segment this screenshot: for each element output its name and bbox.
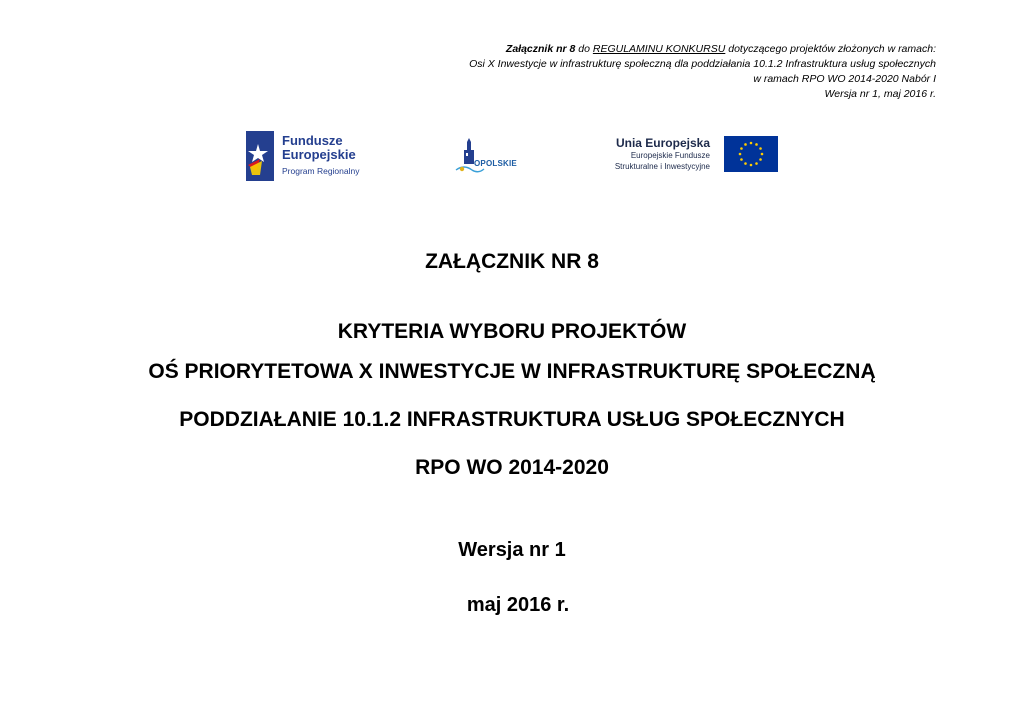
header-line-1	[469, 42, 936, 57]
logo-bar	[0, 124, 1024, 188]
header-line-3: w ramach RPO WO 2014-2020 Nabór I	[753, 73, 936, 85]
eu-star	[740, 158, 743, 161]
eu-star	[750, 142, 753, 145]
criteria-title: KRYTERIA WYBORU PROJEKTÓW	[337, 320, 687, 343]
header-line-1-rest: dotyczącego projektów złożonych w ramach:	[725, 43, 936, 55]
eu-star	[739, 153, 742, 156]
fe-mark-icon	[246, 131, 274, 181]
eu-star	[761, 153, 764, 156]
unia-europejska-logo	[598, 136, 778, 176]
eu-star	[750, 164, 753, 167]
regulation-ref: REGULAMINU KONKURSU	[592, 43, 726, 55]
programme-title: RPO WO 2014-2020	[415, 456, 609, 479]
eu-star	[755, 143, 758, 146]
fe-line-1: Fundusze	[282, 133, 343, 148]
priority-axis-title: OŚ PRIORYTETOWA X INWESTYCJE W INFRASTRUKTURĘ SPOŁECZNĄ	[148, 360, 876, 383]
eu-star	[755, 162, 758, 165]
header-line-4: Wersja nr 1, maj 2016 r.	[824, 88, 936, 100]
date-label: maj 2016 r.	[466, 594, 570, 616]
subaction-title: PODDZIAŁANIE 10.1.2 INFRASTRUKTURA USŁUG SPOŁECZNYCH	[179, 408, 845, 431]
annex-ref: Załącznik nr 8	[505, 43, 576, 55]
opolskie-logo	[452, 136, 542, 180]
eu-flag-icon	[724, 136, 778, 172]
eu-star	[759, 147, 762, 150]
version-label: Wersja nr 1	[458, 539, 566, 561]
annex-title: ZAŁĄCZNIK NR 8	[425, 250, 599, 273]
fe-line-3: Program Regionalny	[282, 166, 360, 176]
header-note	[469, 42, 936, 102]
opolskie-label: OPOLSKIE	[474, 159, 517, 168]
header-line-1-mid: do	[575, 43, 593, 55]
ue-line-2: Europejskie Fundusze	[630, 151, 710, 160]
eu-star	[744, 162, 747, 165]
ue-line-3: Strukturalne i Inwestycyjne	[614, 162, 710, 171]
opolskie-tower-icon	[452, 136, 542, 180]
eu-star	[740, 147, 743, 150]
header-line-2: Osi X Inwestycje w infrastrukturę społeczną dla poddziałania 10.1.2 Infrastruktura usług społecznych	[469, 58, 936, 70]
fe-line-2: Europejskie	[282, 147, 356, 162]
eu-star	[759, 158, 762, 161]
fundusze-europejskie-logo	[246, 130, 359, 182]
ue-title: Unia Europejska	[615, 136, 710, 150]
eu-star	[744, 143, 747, 146]
